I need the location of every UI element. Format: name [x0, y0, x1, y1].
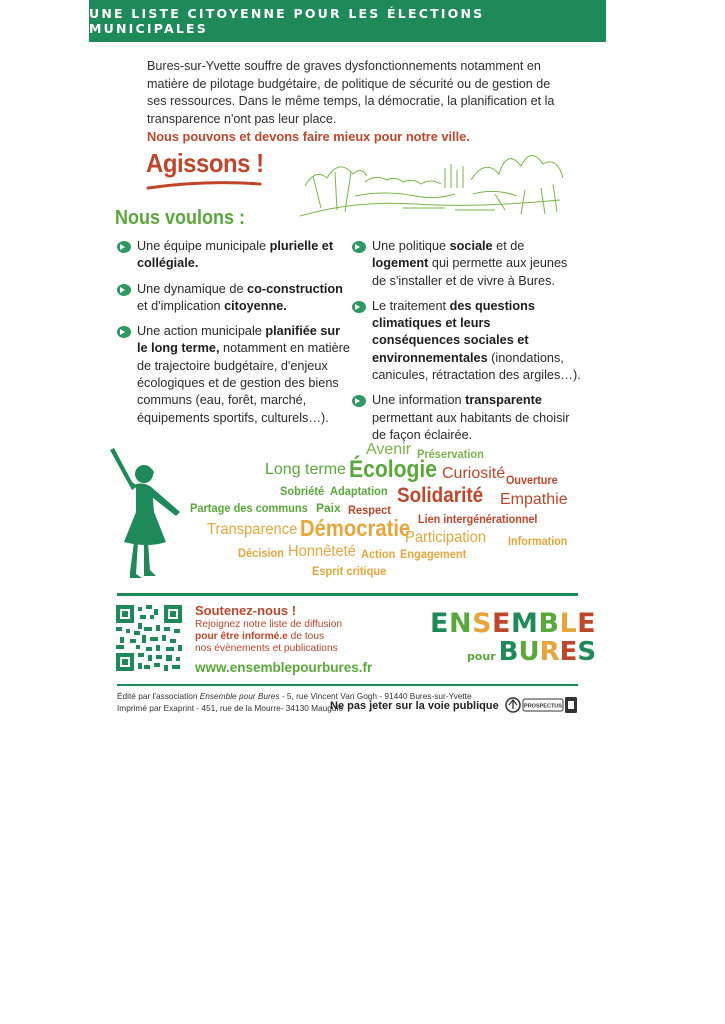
support-title: Soutenez-nous ! — [195, 603, 297, 618]
word-respect: Respect — [348, 503, 391, 517]
arrow-bullet-icon — [117, 284, 131, 296]
top-banner — [89, 0, 606, 42]
litter-notice: Ne pas jeter sur la voie publique — [330, 700, 499, 712]
word-honnetete: Honnêteté — [288, 543, 356, 560]
intro-paragraph: Bures-sur-Yvette souffre de graves dysfonctionnements notamment en matière de pilotage budgétaire, de politique de sécurité ou de gestion de ses ressources. Dans le même temps, la démocratie, la planification et la transparence n'ont pas leur place. — [147, 59, 555, 126]
intro-callout: Nous pouvons et devons faire mieux pour notre ville. — [147, 129, 470, 144]
arrow-bullet-icon — [117, 326, 131, 338]
bullet-list-right — [352, 238, 582, 452]
logo-line2: pour BURES — [466, 637, 597, 667]
word-decision: Décision — [238, 546, 285, 560]
list-item: Une dynamique de co-construction et d'implication citoyenne. — [117, 281, 352, 316]
arrow-bullet-icon — [117, 241, 131, 253]
word-democratie: Démocratie — [300, 515, 411, 541]
divider-top — [117, 593, 578, 596]
support-text: Rejoignez notre liste de diffusion pour être informé.e de tous nos évènements et publications — [195, 619, 343, 654]
arrow-bullet-icon — [352, 395, 366, 407]
word-curiosite: Curiosité — [442, 465, 506, 482]
publisher-line: Édité par l'association Ensemble pour Bures - 5, rue Vincent Van Gogh - 91440 Bures-sur-Yvette — [117, 691, 472, 701]
word-solidarite: Solidarité — [397, 484, 484, 507]
word-long-terme: Long terme — [265, 461, 346, 478]
underline-swoosh — [144, 178, 264, 192]
word-transparence: Transparence — [207, 521, 298, 538]
word-ouverture: Ouverture — [506, 473, 558, 487]
arrow-bullet-icon — [352, 301, 366, 313]
arrow-bullet-icon — [352, 241, 366, 253]
nous-voulons-heading: Nous voulons : — [115, 207, 246, 229]
qr-code[interactable] — [116, 605, 182, 671]
prospectus-badge: PROSPECTUS — [524, 703, 562, 710]
logo-bures: BURES — [498, 637, 597, 667]
recycle-icon — [505, 695, 579, 715]
list-item: Le traitement des questions climatiques et leurs conséquences sociales et environnementales (inondations, canicules, rétractation des argiles…). — [352, 298, 582, 384]
girl-silhouette-icon — [108, 446, 188, 586]
list-item: Une politique sociale et de logement qui permette aux jeunes de s'installer et de vivre à Bures. — [352, 238, 582, 290]
word-action: Action — [361, 547, 396, 561]
list-item: Une information transparente permettant aux habitants de choisir de façon éclairée. — [352, 392, 582, 444]
word-lien-intergenerationnel: Lien intergénérationnel — [418, 512, 538, 526]
banner-text: UNE LISTE CITOYENNE POUR LES ÉLECTIONS MUNICIPALES — [89, 6, 485, 36]
word-partage-des-communs: Partage des communs — [190, 501, 308, 515]
word-ecologie: Écologie — [349, 456, 438, 483]
logo-line1 — [430, 610, 596, 638]
word-engagement: Engagement — [400, 547, 467, 561]
word-esprit-critique: Esprit critique — [312, 564, 387, 578]
word-preservation: Préservation — [417, 447, 484, 461]
word-paix: Paix — [316, 501, 341, 515]
word-adaptation: Adaptation — [330, 484, 388, 498]
bullet-list-left — [117, 238, 352, 435]
ensemble-pour-bures-logo — [430, 610, 596, 671]
list-item: Une équipe municipale plurielle et collégiale. — [117, 238, 352, 273]
word-sobriete: Sobriété — [280, 484, 325, 498]
printer-line: Imprimé par Exaprint - 451, rue de la Mourre- 34130 Mauguio — [117, 703, 343, 713]
list-item: Une action municipale planifiée sur le long terme, notamment en matière de trajectoire budgétaire, d'enjeux écologiques et de gestion des biens communs (eau, forêt, marché, équipements sportifs, culturels…). — [117, 323, 352, 427]
landscape-illustration — [295, 138, 570, 223]
word-information: Information — [508, 534, 568, 548]
word-empathie: Empathie — [500, 491, 568, 508]
website-link[interactable]: www.ensemblepourbures.fr — [195, 660, 373, 675]
word-avenir: Avenir — [366, 441, 412, 458]
logo-ensemble: ENSEMBLE — [430, 608, 597, 639]
divider-bottom — [117, 684, 578, 686]
agissons-heading: Agissons ! — [146, 148, 264, 178]
word-participation: Participation — [405, 529, 487, 546]
